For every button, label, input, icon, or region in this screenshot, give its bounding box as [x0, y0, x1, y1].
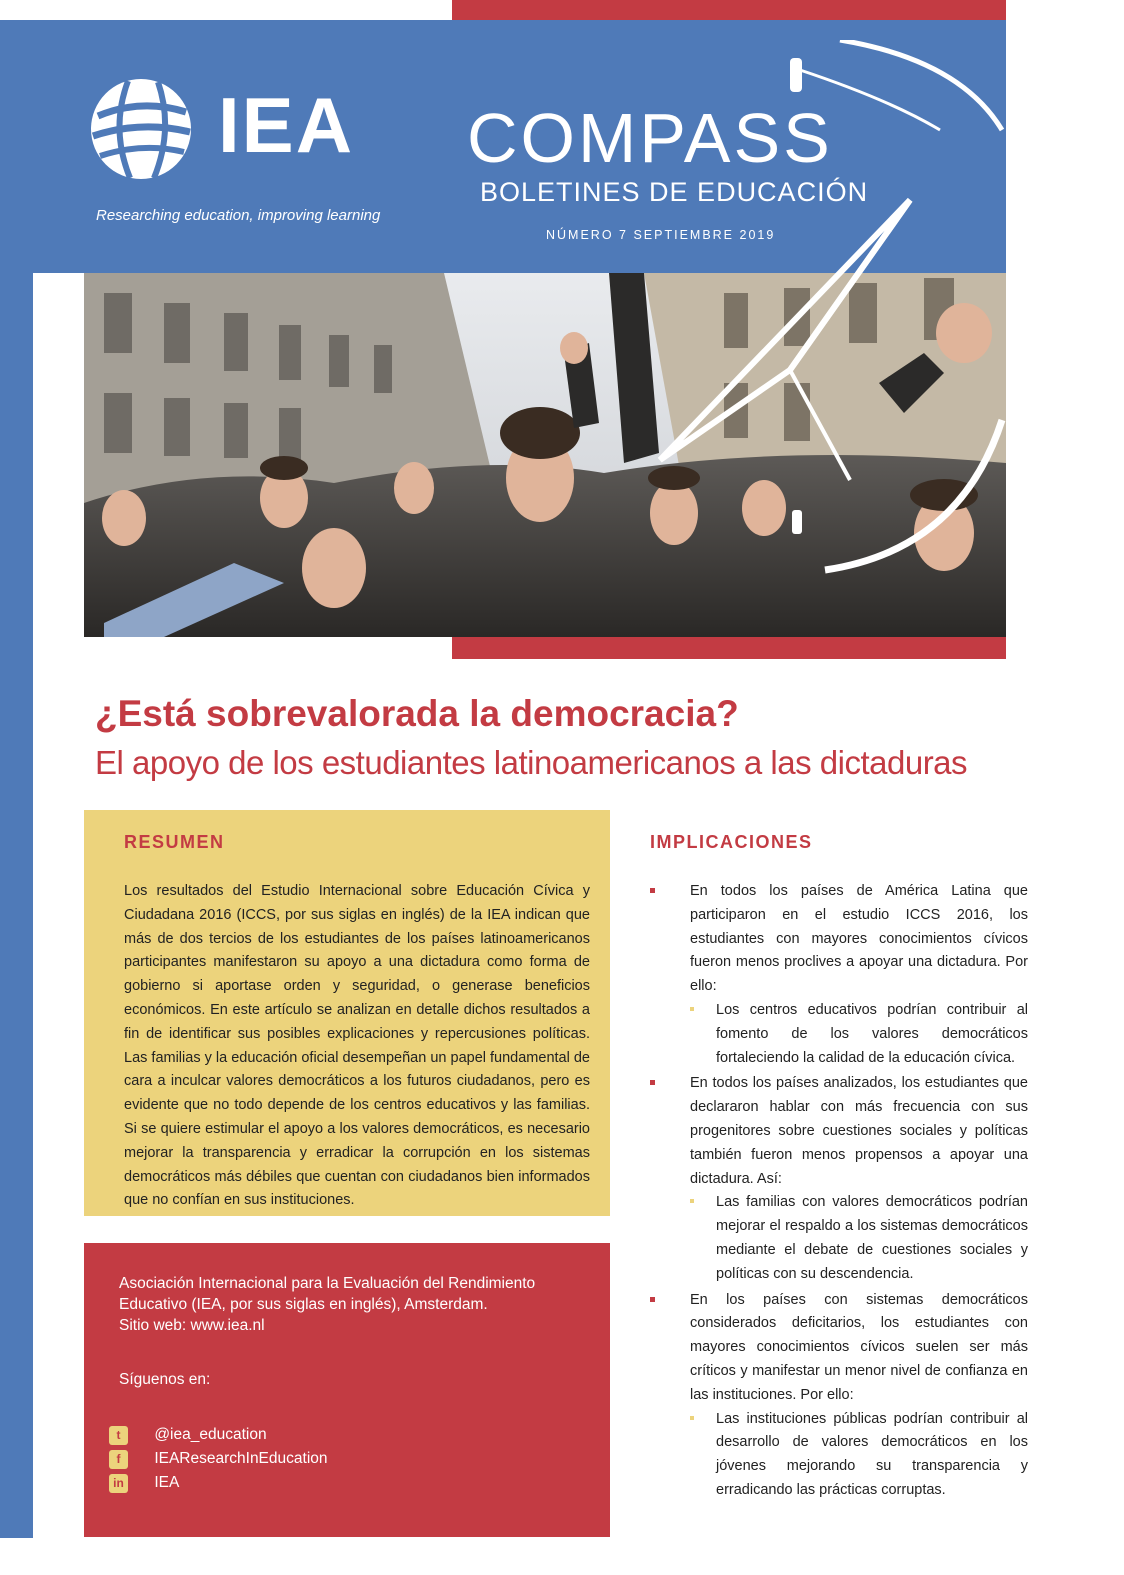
- page-title: ¿Está sobrevalorada la democracia?: [95, 693, 739, 734]
- globe-logo-icon: [88, 76, 194, 182]
- follow-label: Síguenos en:: [119, 1371, 211, 1388]
- implication-text: En los países con sistemas democráticos considerados deficitarios, los estudiantes con mayores conocimientos cívicos suelen ser más críticos y manifestar un menor nivel de confianza en las instituciones. Por ello:: [690, 1291, 1028, 1403]
- social-handle: IEAResearchInEducation: [154, 1450, 328, 1467]
- photo-red-strip: [452, 637, 1006, 659]
- summary-heading: RESUMEN: [124, 832, 225, 852]
- implication-subtext: Los centros educativos podrían contribuir al fomento de los valores democráticos fortaleciendo la calidad de la educación cívica.: [716, 1001, 1028, 1066]
- implication-item: [650, 1072, 1028, 1286]
- implication-subitem: [690, 999, 1028, 1070]
- summary-box: [84, 810, 610, 1216]
- org-name-line2: Educativo (IEA, por sus siglas en inglés), Amsterdam.: [119, 1296, 488, 1313]
- implication-subitem: [690, 1408, 1028, 1503]
- sub-bullet-icon: [690, 1199, 694, 1203]
- implication-subitem: [690, 1191, 1028, 1286]
- social-facebook[interactable]: [109, 1450, 328, 1474]
- series-title: COMPASS: [467, 99, 833, 177]
- bullet-icon: [650, 888, 655, 893]
- implication-subtext: Las instituciones públicas podrían contribuir al desarrollo de valores democráticos en los jóvenes mejorando su transparencia y erradicando las prácticas corruptas.: [716, 1410, 1028, 1498]
- bullet-icon: [650, 1080, 655, 1085]
- contact-box: [84, 1243, 610, 1537]
- social-linkedin[interactable]: [109, 1474, 328, 1498]
- sub-bullet-icon: [690, 1007, 694, 1011]
- org-name-line1: Asociación Internacional para la Evaluación del Rendimiento: [119, 1275, 536, 1292]
- issue-info: NÚMERO 7 SEPTIEMBRE 2019: [546, 228, 776, 242]
- website-link[interactable]: Sitio web: www.iea.nl: [119, 1317, 265, 1334]
- top-red-strip: [452, 0, 1006, 20]
- bullet-icon: [650, 1297, 655, 1302]
- facebook-icon: f: [109, 1450, 128, 1469]
- compass-arrow-icon: [640, 40, 1006, 580]
- social-handle: IEA: [154, 1474, 180, 1491]
- logo-wordmark: IEA: [218, 81, 355, 169]
- implication-item: [650, 1289, 1028, 1503]
- implication-text: En todos los países analizados, los estudiantes que declararon hablar con más frecuencia con sus progenitores sobre cuestiones sociales y políticas también fueron menos propensos a apoyar una dictadura. Así:: [690, 1075, 1028, 1187]
- implication-item: [650, 880, 1028, 1070]
- linkedin-icon: in: [109, 1474, 128, 1493]
- twitter-icon: t: [109, 1426, 128, 1445]
- page-subtitle: El apoyo de los estudiantes latinoamericanos a las dictaduras: [95, 744, 968, 781]
- social-twitter[interactable]: [109, 1426, 328, 1450]
- series-subtitle: BOLETINES DE EDUCACIÓN: [480, 177, 869, 207]
- sub-bullet-icon: [690, 1416, 694, 1420]
- summary-text: Los resultados del Estudio Internacional sobre Educación Cívica y Ciudadana 2016 (ICCS, por sus siglas en inglés) de la IEA indican que más de dos tercios de los estudiantes de los países latinoamericanos participantes manifestaron su apoyo a una dictadura como forma de gobierno si aportase orden y seguridad, o generase beneficios económicos. En este artículo se analizan en detalle dichos resultados a fin de identificar sus posibles explicaciones y repercusiones políticas. Las familias y la educación oficial desempeñan un papel fundamental de cara a inculcar valores democráticos a los futuros ciudadanos, pero es evidente que no todo depende de los centros educativos y las familias. Si se quiere estimular el apoyo a los valores democráticos, es necesario mejorar la transparencia y erradicar la corrupción en los sistemas democráticos más débiles que cuentan con ciudadanos bien informados que no confían en sus instituciones.: [124, 883, 590, 1209]
- implications-list: [650, 880, 1028, 1503]
- implications-heading: IMPLICACIONES: [650, 832, 813, 852]
- tagline: Researching education, improving learning: [96, 207, 381, 224]
- implication-text: En todos los países de América Latina que participaron en el estudio ICCS 2016, los estudiantes con mayores conocimientos cívicos fueron menos proclives a apoyar una dictadura. Por ello:: [690, 883, 1028, 995]
- implication-subtext: Las familias con valores democráticos podrían mejorar el respaldo a los sistemas democráticos mediante el debate de cuestiones sociales y políticas con su descendencia.: [716, 1194, 1028, 1282]
- social-handle: @iea_education: [154, 1426, 267, 1443]
